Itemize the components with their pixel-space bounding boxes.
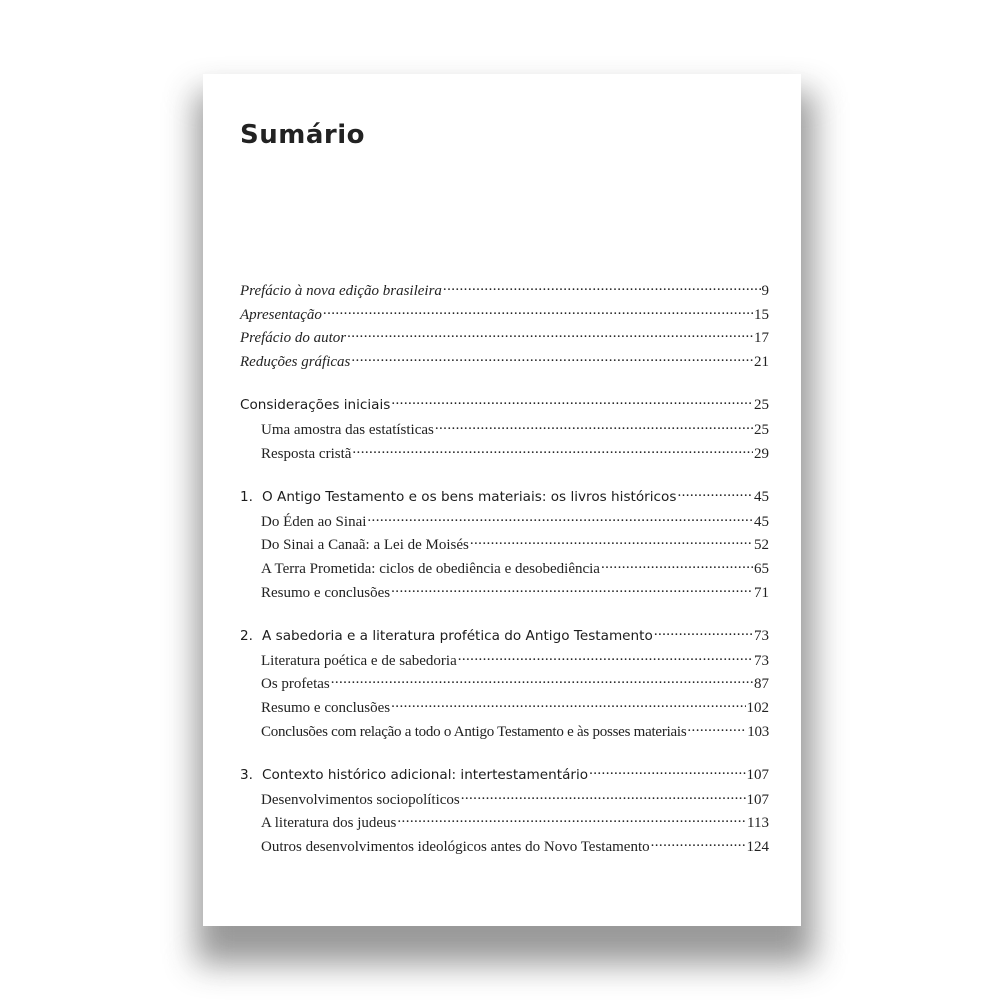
section-gap — [240, 374, 769, 395]
toc-entry-page: 15 — [754, 306, 769, 323]
dot-leader — [351, 351, 753, 366]
chapter-number: 2. — [240, 627, 253, 644]
toc-chapter-page: 107 — [746, 766, 769, 783]
dot-leader — [651, 836, 746, 851]
toc-subentry-page: 87 — [754, 676, 769, 693]
dot-leader — [601, 558, 753, 573]
toc-subentry-label: A literatura dos judeus — [261, 815, 397, 832]
dot-leader — [391, 395, 753, 409]
section-gap — [240, 744, 769, 765]
toc-entry-label: Apresentação — [240, 306, 322, 323]
toc-entry-page: 9 — [761, 283, 769, 299]
toc-subentry — [240, 511, 769, 535]
toc-subentry-page: 52 — [754, 537, 769, 554]
toc-subentry-page: 103 — [747, 723, 769, 740]
toc-chapter-page: 73 — [754, 627, 769, 644]
chapter-label: Contexto histórico adicional: intertestamentário — [262, 766, 589, 783]
toc-subentry-label: Outros desenvolvimentos ideológicos antes do Novo Testamento — [261, 838, 650, 855]
toc-subentry-label: A Terra Prometida: ciclos de obediência e desobediência — [261, 560, 600, 577]
dot-leader — [443, 280, 761, 295]
dot-leader — [391, 697, 745, 712]
toc-chapter-title — [240, 489, 676, 505]
toc-entry-label: Prefácio à nova edição brasileira — [240, 283, 442, 299]
toc-subentry — [240, 419, 769, 443]
toc-subentry-label: Do Éden ao Sinai — [261, 513, 367, 530]
toc-chapter-page: 45 — [754, 488, 769, 505]
toc-subentry — [240, 697, 769, 721]
toc-subentry-page: 65 — [754, 560, 769, 577]
dot-leader — [589, 765, 745, 779]
chapter-label: A sabedoria e a literatura profética do Antigo Testamento — [262, 627, 653, 644]
dot-leader — [397, 812, 746, 827]
toc-subentry-label: Resumo e conclusões — [261, 584, 391, 601]
dot-leader — [654, 626, 753, 640]
toc-subentry — [240, 534, 769, 558]
dot-leader — [677, 487, 753, 501]
toc-subentry-page: 73 — [754, 652, 769, 669]
dot-leader — [687, 721, 746, 736]
toc-subentry-label: Desenvolvimentos sociopolíticos — [261, 791, 460, 808]
toc-subentry-label: Literatura poética e de sabedoria — [261, 652, 457, 669]
dot-leader — [347, 327, 753, 342]
toc-subentry — [240, 582, 769, 606]
toc-subentry-page: 124 — [746, 838, 769, 855]
toc-subentry-page: 45 — [754, 513, 769, 530]
toc-subentry — [240, 443, 769, 467]
toc-subentry — [240, 812, 769, 836]
toc-subentry-page: 107 — [746, 791, 769, 808]
toc-subentry-label: Os profetas — [261, 676, 330, 693]
dot-leader — [367, 511, 753, 526]
toc-entry — [240, 304, 769, 328]
dot-leader — [352, 443, 753, 458]
dot-leader — [461, 789, 746, 804]
chapter-label: O Antigo Testamento e os bens materiais: os livros históricos — [262, 488, 677, 505]
section-gap — [240, 466, 769, 487]
toc-chapter-title — [240, 628, 653, 644]
toc-entry — [240, 327, 769, 351]
toc-section-page: 25 — [754, 396, 769, 413]
toc-chapter-title — [240, 767, 588, 783]
toc-chapter-heading — [240, 626, 769, 650]
table-of-contents — [240, 280, 769, 859]
toc-subentry — [240, 789, 769, 813]
toc-subentry-page: 71 — [754, 584, 769, 601]
toc-subentry-page: 29 — [754, 445, 769, 462]
toc-subentry-label: Resumo e conclusões — [261, 699, 391, 716]
dot-leader — [435, 419, 753, 434]
toc-section-heading — [240, 395, 769, 419]
toc-subentry-label: Resposta cristã — [261, 445, 352, 462]
chapter-number: 1. — [240, 488, 253, 505]
section-gap — [240, 605, 769, 626]
dot-leader — [391, 582, 753, 597]
page-title: Sumário — [240, 120, 365, 150]
toc-chapter-heading — [240, 487, 769, 511]
toc-entry-page: 21 — [754, 353, 769, 370]
toc-subentry-label: Do Sinai a Canaã: a Lei de Moisés — [261, 537, 469, 554]
toc-subentry-label: Conclusões com relação a todo o Antigo Testamento e às posses materiais — [261, 723, 687, 740]
dot-leader — [458, 650, 753, 665]
toc-subentry-page: 25 — [754, 421, 769, 438]
toc-subentry — [240, 558, 769, 582]
toc-chapter-heading — [240, 765, 769, 789]
toc-subentry — [240, 673, 769, 697]
toc-subentry-page: 102 — [746, 699, 769, 716]
toc-subentry — [240, 836, 769, 860]
toc-subentry — [240, 721, 769, 745]
toc-section-label: Considerações iniciais — [240, 396, 391, 413]
book-page — [203, 74, 801, 926]
toc-entry — [240, 351, 769, 375]
toc-subentry-label: Uma amostra das estatísticas — [261, 421, 434, 438]
dot-leader — [470, 534, 753, 549]
chapter-number: 3. — [240, 766, 253, 783]
toc-subentry — [240, 650, 769, 674]
toc-entry-label: Reduções gráficas — [240, 353, 351, 370]
dot-leader — [323, 304, 753, 319]
toc-subentry-page: 113 — [747, 815, 769, 832]
toc-entry-page: 17 — [754, 330, 769, 347]
toc-entry — [240, 280, 769, 304]
toc-entry-label: Prefácio do autor — [240, 330, 347, 347]
dot-leader — [331, 673, 753, 688]
